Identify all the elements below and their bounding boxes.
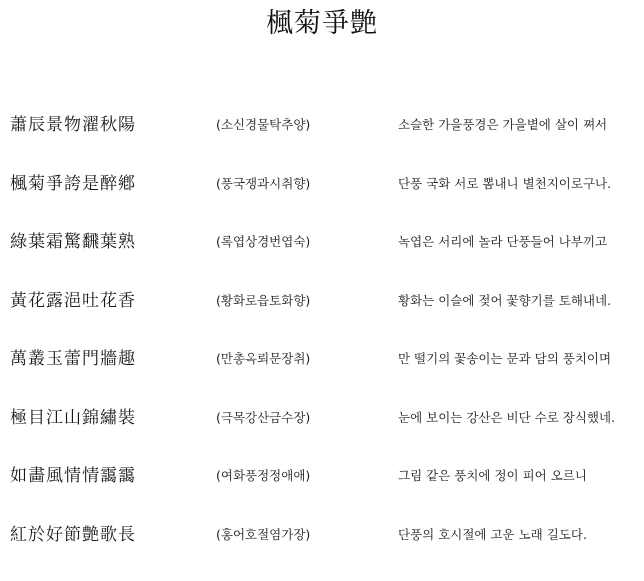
hanja-verse: 黃花露浥吐花香: [10, 289, 136, 313]
korean-reading: (록엽상경번엽숙): [216, 232, 310, 252]
poem-line: [0, 406, 644, 465]
poem-line: [0, 464, 644, 523]
korean-translation: 눈에 보이는 강산은 비단 수로 장식했네.: [398, 408, 615, 428]
hanja-verse: 蕭辰景物濯秋陽: [10, 113, 136, 137]
hanja-verse: 萬叢玉蕾門牆趣: [10, 347, 136, 371]
korean-reading: (황화로읍토화향): [216, 291, 310, 311]
korean-translation: 만 떨기의 꽃송이는 문과 담의 풍치이며: [398, 349, 611, 369]
korean-reading: (홍어호절염가장): [216, 525, 310, 545]
poem-line: [0, 289, 644, 348]
hanja-verse: 紅於好節艶歌長: [10, 523, 136, 547]
korean-translation: 단풍 국화 서로 뽐내니 별천지이로구나.: [398, 174, 611, 194]
korean-translation: 그림 같은 풍치에 정이 피어 오르니: [398, 466, 587, 486]
hanja-verse: 如畵風情情靄靄: [10, 464, 136, 488]
poem-title: 楓菊爭艶: [0, 6, 644, 42]
hanja-verse: 綠葉霜驚飜葉熟: [10, 230, 136, 254]
poem-line: [0, 172, 644, 231]
korean-reading: (만총옥뢰문장취): [216, 349, 310, 369]
korean-reading: (여화풍정정애애): [216, 466, 310, 486]
hanja-verse: 楓菊爭誇是醉鄕: [10, 172, 136, 196]
korean-translation: 녹엽은 서리에 놀라 단풍들어 나부끼고: [398, 232, 607, 252]
korean-reading: (소신경물탁추양): [216, 115, 310, 135]
korean-reading: (풍국쟁과시취향): [216, 174, 310, 194]
korean-translation: 황화는 이슬에 젖어 꽃향기를 토해내네.: [398, 291, 611, 311]
poem-line: [0, 523, 644, 581]
poem-line: [0, 113, 644, 172]
korean-translation: 소슬한 가을풍경은 가을볕에 살이 쪄서: [398, 115, 607, 135]
poem-body: [0, 113, 644, 581]
hanja-verse: 極目江山錦繡裝: [10, 406, 136, 430]
poem-line: [0, 347, 644, 406]
korean-translation: 단풍의 호시절에 고운 노래 길도다.: [398, 525, 587, 545]
poem-line: [0, 230, 644, 289]
korean-reading: (극목강산금수장): [216, 408, 310, 428]
